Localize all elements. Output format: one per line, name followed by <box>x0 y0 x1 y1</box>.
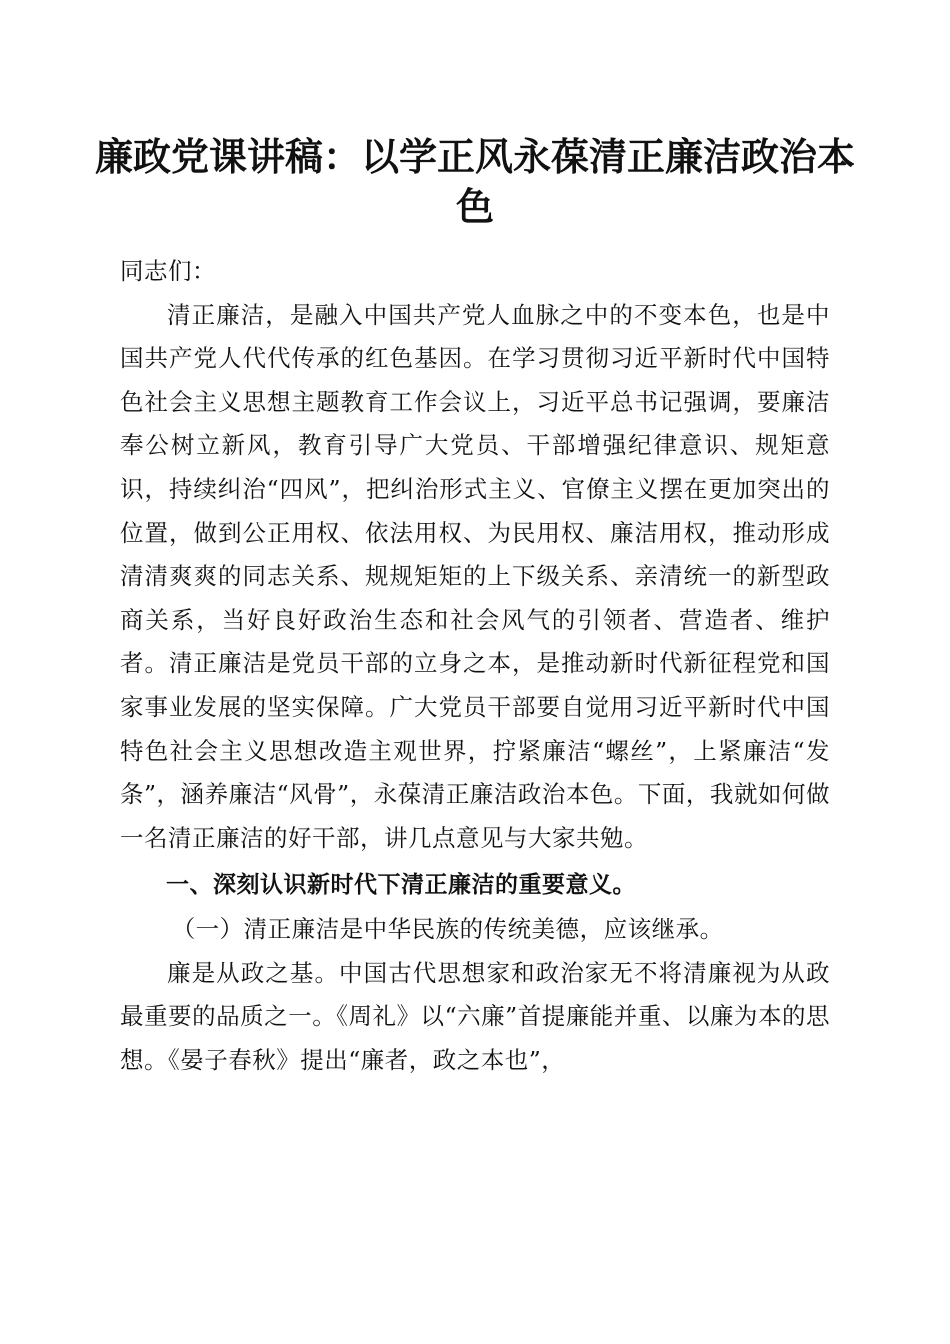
document-title: 廉政党课讲稿：以学正风永葆清正廉洁政治本色 <box>95 134 856 229</box>
document-body <box>120 250 830 1082</box>
section-heading: 一、深刻认识新时代下清正廉洁的重要意义。 <box>166 872 636 899</box>
intro-paragraph: 清正廉洁，是融入中国共产党人血脉之中的不变本色，也是中国共产党人代代传承的红色基因。在学习贯彻习近平新时代中国特色社会主义思想主题教育工作会议上，习近平总书记强调，要廉洁奉公树立新风，教育引导广大党员、干部增强纪律意识、规矩意识，持续纠治“四风”，把纠治形式主义、官僚主义摆在更加突出的位置，做到公正用权、依法用权、为民用权、廉洁用权，推动形成清清爽爽的同志关系、规规矩矩的上下级关系、亲清统一的新型政商关系，当好良好政治生态和社会风气的引领者、营造者、维护者。清正廉洁是党员干部的立身之本，是推动新时代新征程党和国家事业发展的坚实保障。广大党员干部要自觉用习近平新时代中国特色社会主义思想改造主观世界，拧紧廉洁“螺丝”，上紧廉洁“发条”，涵养廉洁“风骨”，永葆清正廉洁政治本色。下面，我就如何做一名清正廉洁的好干部，讲几点意见与大家共勉。 <box>120 300 830 852</box>
subsection-heading: （一）清正廉洁是中华民族的传统美德，应该继承。 <box>171 914 724 943</box>
subsection-paragraph: 廉是从政之基。中国古代思想家和政治家无不将清廉视为从政最重要的品质之一。《周礼》以“六廉”首提廉能并重、以廉为本的思想。《晏子春秋》提出“廉者，政之本也”， <box>120 958 830 1074</box>
salutation: 同志们： <box>120 257 216 285</box>
